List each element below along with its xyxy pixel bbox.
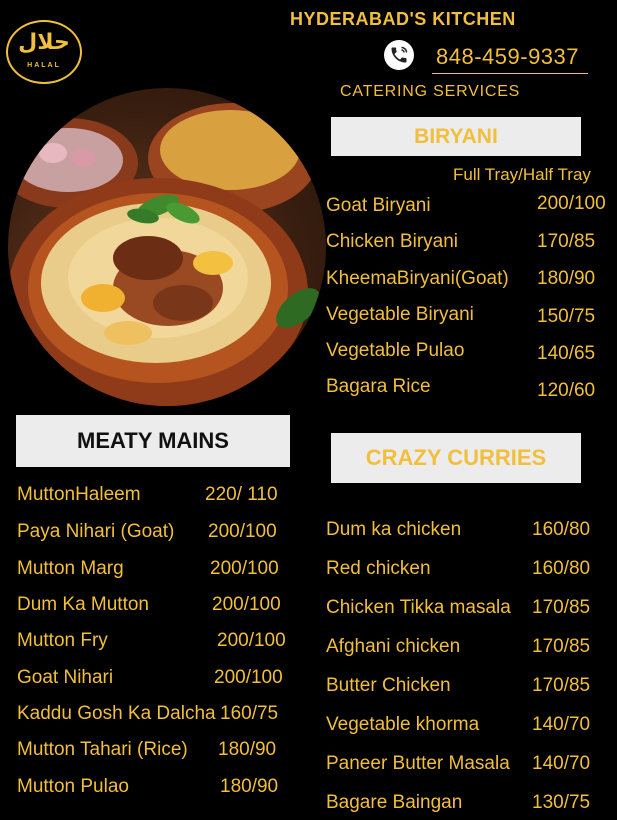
curry-item-name: Vegetable khorma: [326, 714, 480, 735]
biryani-item-name: Vegetable Pulao: [326, 340, 465, 361]
biryani-item-name: Goat Biryani: [326, 195, 431, 216]
biryani-heading: BIRYANI: [331, 117, 581, 156]
meaty-item-name: Mutton Tahari (Rice): [17, 739, 188, 760]
curry-item-name: Dum ka chicken: [326, 519, 462, 540]
curry-item-price: 130/75: [532, 792, 591, 813]
curry-item-name: Paneer Butter Masala: [326, 753, 510, 774]
biryani-item-price: 200/100: [537, 193, 606, 214]
meaty-item-name: Dum Ka Mutton: [17, 594, 149, 615]
curry-item-name: Chicken Tikka masala: [326, 597, 511, 618]
curry-item-price: 160/80: [532, 558, 591, 579]
meaty-item-name: Mutton Fry: [17, 630, 108, 651]
biryani-item-name: Chicken Biryani: [326, 231, 458, 252]
curry-item-name: Afghani chicken: [326, 636, 461, 657]
biryani-item-name: Bagara Rice: [326, 376, 431, 397]
meaty-item-price: 200/100: [210, 558, 279, 579]
halal-arabic: حلال: [18, 30, 70, 55]
phone-number[interactable]: 848-459-9337: [436, 44, 580, 69]
curry-item-price: 140/70: [532, 753, 591, 774]
biryani-item-name: KheemaBiryani(Goat): [326, 268, 509, 289]
catering-subtitle: CATERING SERVICES: [340, 83, 521, 100]
meaty-item-price: 180/90: [218, 739, 277, 760]
curry-item-price: 140/70: [532, 714, 591, 735]
biryani-item-name: Vegetable Biryani: [326, 304, 474, 325]
curry-item-name: Red chicken: [326, 558, 431, 579]
meaty-item-price: 180/90: [220, 776, 279, 797]
curry-item-price: 170/85: [532, 597, 591, 618]
halal-logo: [6, 20, 82, 84]
biryani-item-price: 120/60: [537, 380, 596, 401]
restaurant-title: HYDERABAD'S KITCHEN: [290, 9, 516, 29]
meaty-item-name: Goat Nihari: [17, 667, 114, 688]
meaty-item-name: Mutton Pulao: [17, 776, 129, 797]
meaty-item-name: Mutton Marg: [17, 558, 124, 579]
meaty-item-price: 200/100: [208, 521, 277, 542]
meaty-item-price: 200/100: [217, 630, 286, 651]
halal-english: HALAL: [27, 62, 61, 69]
meaty-item-price: 160/75: [220, 703, 279, 724]
tray-size-header: Full Tray/Half Tray: [453, 165, 591, 184]
biryani-photo: [8, 88, 326, 406]
meaty-item-price: 200/100: [212, 594, 281, 615]
biryani-item-price: 180/90: [537, 268, 596, 289]
curry-item-name: Butter Chicken: [326, 675, 451, 696]
crazy-curries-heading: CRAZY CURRIES: [331, 433, 581, 483]
biryani-item-price: 140/65: [537, 343, 596, 364]
meaty-item-price: 200/100: [214, 667, 283, 688]
meaty-mains-heading: MEATY MAINS: [16, 415, 290, 467]
biryani-item-price: 150/75: [537, 306, 596, 327]
meaty-item-name: MuttonHaleem: [17, 484, 141, 505]
phone-icon: [384, 40, 414, 70]
curry-item-price: 160/80: [532, 519, 591, 540]
curry-item-price: 170/85: [532, 675, 591, 696]
meaty-item-price: 220/ 110: [205, 484, 278, 505]
curry-item-price: 170/85: [532, 636, 591, 657]
curry-item-name: Bagare Baingan: [326, 792, 463, 813]
meaty-item-name: Paya Nihari (Goat): [17, 521, 175, 542]
phone-underline: [432, 73, 588, 74]
biryani-item-price: 170/85: [537, 231, 596, 252]
meaty-item-name: Kaddu Gosh Ka Dalcha: [17, 703, 216, 724]
